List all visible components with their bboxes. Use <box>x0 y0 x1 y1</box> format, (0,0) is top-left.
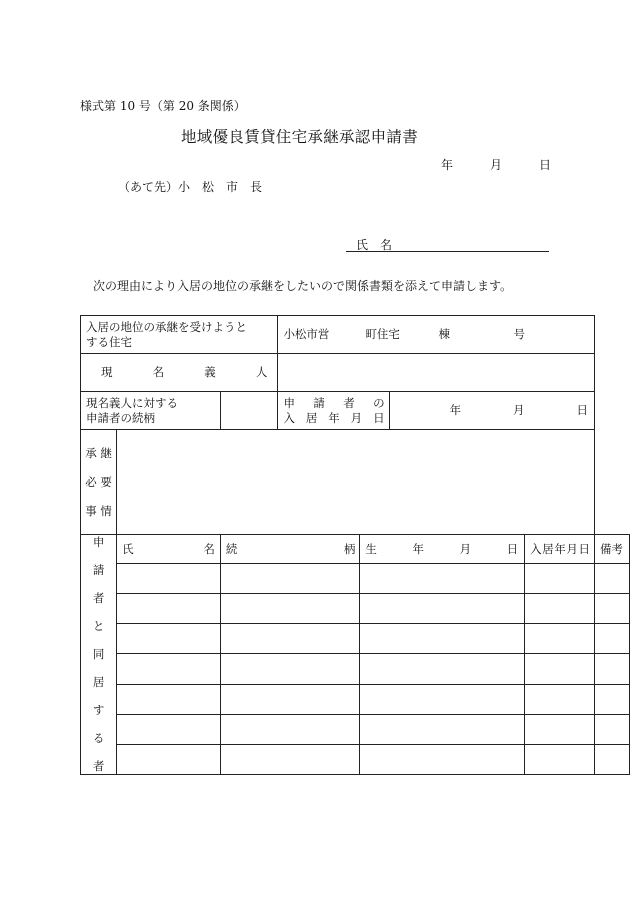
relation-label <box>81 392 221 430</box>
household-remarks-cell[interactable] <box>595 594 630 624</box>
household-name-cell[interactable] <box>117 684 221 714</box>
household-movein-cell[interactable] <box>525 684 595 714</box>
application-form-table <box>80 315 630 775</box>
movein-year-label: 年 <box>449 403 462 417</box>
household-row <box>81 744 630 774</box>
movein-label-char: の <box>373 395 385 410</box>
household-side-char: 者 <box>92 759 105 773</box>
target-housing-label-line2: する住宅 <box>86 334 132 349</box>
succession-reason-label <box>81 430 117 535</box>
movein-label-char: 年 <box>328 410 340 425</box>
household-birthdate-cell[interactable] <box>360 744 525 774</box>
household-relation-cell[interactable] <box>220 564 360 594</box>
household-side-char: 者 <box>92 591 105 605</box>
header-birth-char: 生 <box>365 541 377 556</box>
addressee: （あて先）小 松 市 長 <box>118 180 263 194</box>
household-remarks-cell[interactable] <box>595 744 630 774</box>
header-birth-char: 年 <box>412 541 424 556</box>
housing-town-label: 町住宅 <box>365 327 400 341</box>
succession-reason-line: 事 情 <box>85 503 112 518</box>
movein-label-char: 者 <box>343 395 355 410</box>
household-movein-cell[interactable] <box>525 744 595 774</box>
header-movein-char: 居 <box>542 541 554 556</box>
movein-label-char: 日 <box>373 410 385 425</box>
current-holder-char: 名 <box>152 365 165 379</box>
relation-field[interactable] <box>220 392 278 430</box>
household-name-cell[interactable] <box>117 654 221 684</box>
household-row <box>81 624 630 654</box>
header-remarks-char: 備 <box>600 541 612 556</box>
household-name-cell[interactable] <box>117 744 221 774</box>
current-holder-char: 人 <box>255 365 268 379</box>
movein-date-field[interactable] <box>389 392 594 430</box>
household-row <box>81 564 630 594</box>
header-birth-char: 月 <box>459 541 472 556</box>
succession-reason-field[interactable] <box>117 430 595 535</box>
household-birthdate-cell[interactable] <box>360 594 525 624</box>
movein-label-char: 入 <box>283 410 295 425</box>
movein-label-char: 申 <box>283 395 295 410</box>
household-movein-cell[interactable] <box>525 714 595 744</box>
household-name-cell[interactable] <box>117 714 221 744</box>
household-side-char: 請 <box>92 563 105 577</box>
header-movein <box>525 535 595 564</box>
target-housing-label-line1: 入居の地位の承継を受けようと <box>86 319 247 334</box>
household-relation-cell[interactable] <box>220 594 360 624</box>
housing-building-label: 棟 <box>438 327 450 341</box>
succession-reason-line: 承 継 <box>85 445 112 460</box>
movein-date-label <box>278 392 389 430</box>
household-row <box>81 594 630 624</box>
header-name <box>117 535 221 564</box>
statement: 次の理由により入居の地位の承継をしたいので関係書類を添えて申請します。 <box>93 279 513 293</box>
header-relation-char: 柄 <box>343 541 356 556</box>
succession-reason-line: 必 要 <box>85 474 112 489</box>
household-movein-cell[interactable] <box>525 654 595 684</box>
household-name-cell[interactable] <box>117 564 221 594</box>
housing-city-label: 小松市営 <box>283 327 330 341</box>
household-movein-cell[interactable] <box>525 594 595 624</box>
movein-day-label: 日 <box>576 403 588 417</box>
household-row <box>81 714 630 744</box>
applicant-name-label: 氏 名 <box>356 238 393 252</box>
household-birthdate-cell[interactable] <box>360 684 525 714</box>
household-name-cell[interactable] <box>117 594 221 624</box>
relation-label-line1: 現名義人に対する <box>86 395 178 410</box>
target-housing-label <box>81 316 278 354</box>
household-side-char: と <box>92 619 105 633</box>
header-birthdate <box>360 535 525 564</box>
household-row <box>81 684 630 714</box>
household-side-char: す <box>92 703 105 717</box>
header-name-char: 名 <box>203 541 215 556</box>
household-birthdate-cell[interactable] <box>360 564 525 594</box>
header-remarks-char: 考 <box>611 541 623 556</box>
applicant-name-line <box>346 251 549 252</box>
header-movein-char: 月 <box>566 541 578 556</box>
current-holder-field[interactable] <box>278 354 595 392</box>
header-remarks <box>595 535 630 564</box>
movein-label-char: 居 <box>305 410 318 425</box>
header-relation-char: 続 <box>225 541 238 556</box>
household-relation-cell[interactable] <box>220 624 360 654</box>
target-housing-field[interactable] <box>278 316 595 354</box>
household-side-char: 同 <box>92 647 105 661</box>
date-day-label: 日 <box>539 158 552 172</box>
relation-label-line2: 申請者の続柄 <box>86 410 155 425</box>
household-relation-cell[interactable] <box>220 654 360 684</box>
current-holder-label <box>81 354 278 392</box>
header-relation <box>220 535 360 564</box>
household-movein-cell[interactable] <box>525 564 595 594</box>
header-movein-char: 年 <box>554 541 566 556</box>
movein-label-char: 月 <box>350 410 363 425</box>
household-relation-cell[interactable] <box>220 744 360 774</box>
movein-label-char: 請 <box>313 395 325 410</box>
household-name-cell[interactable] <box>117 624 221 654</box>
document-title: 地域優良賃貸住宅承継承認申請書 <box>181 128 419 146</box>
household-relation-cell[interactable] <box>220 684 360 714</box>
household-side-label <box>81 535 117 775</box>
current-holder-char: 義 <box>204 365 216 379</box>
household-side-char: る <box>92 731 105 745</box>
household-side-char: 居 <box>92 675 105 689</box>
household-remarks-cell[interactable] <box>595 564 630 594</box>
movein-month-label: 月 <box>513 403 525 417</box>
household-birthdate-cell[interactable] <box>360 714 525 744</box>
header-movein-char: 日 <box>578 541 590 556</box>
household-side-char: 申 <box>92 535 105 549</box>
header-birth-char: 日 <box>506 541 519 556</box>
household-remarks-cell[interactable] <box>595 714 630 744</box>
household-birthdate-cell[interactable] <box>360 654 525 684</box>
housing-unit-label: 号 <box>513 327 525 341</box>
header-name-char: 氏 <box>122 541 134 556</box>
current-holder-char: 現 <box>101 365 113 379</box>
household-birthdate-cell[interactable] <box>360 624 525 654</box>
date-month-label: 月 <box>490 158 503 172</box>
date-year-label: 年 <box>441 158 454 172</box>
household-relation-cell[interactable] <box>220 714 360 744</box>
household-remarks-cell[interactable] <box>595 684 630 714</box>
header-movein-char: 入 <box>530 541 542 556</box>
household-movein-cell[interactable] <box>525 624 595 654</box>
household-remarks-cell[interactable] <box>595 624 630 654</box>
form-number: 様式第 10 号（第 20 条関係） <box>80 99 246 113</box>
household-row <box>81 654 630 684</box>
household-remarks-cell[interactable] <box>595 654 630 684</box>
